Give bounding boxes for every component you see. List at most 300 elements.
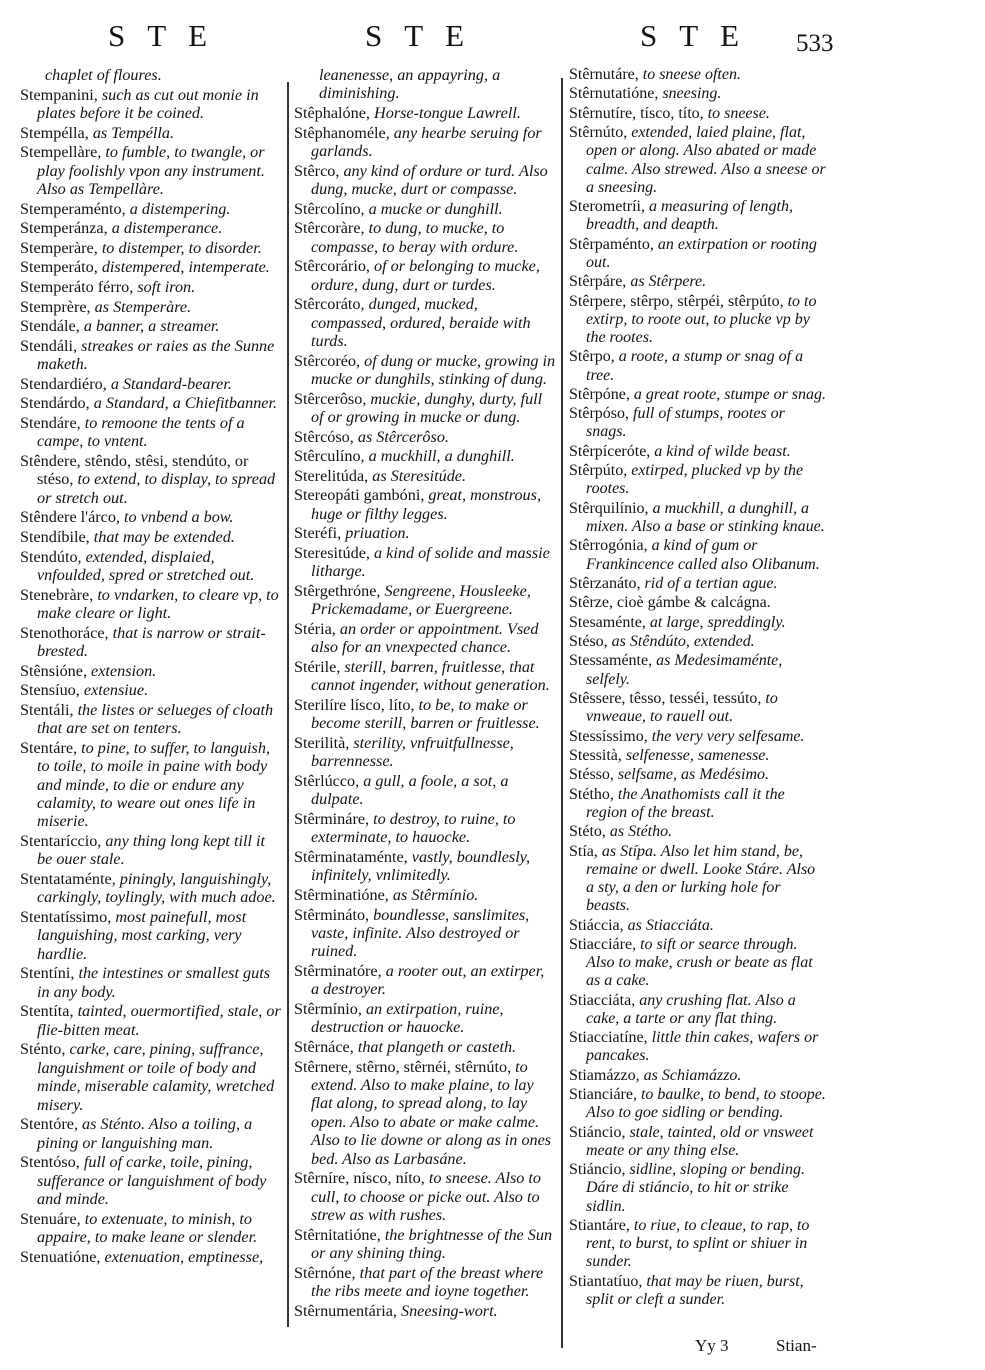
dictionary-entry xyxy=(20,586,282,623)
dictionary-entry xyxy=(20,298,282,316)
headword: Stéto, xyxy=(569,823,606,841)
dictionary-entry xyxy=(20,1248,282,1266)
headword: Stêrminatóre, xyxy=(294,961,382,980)
definition: tainted, ouermortified, stale, or flie-bitten meat. xyxy=(37,1002,281,1039)
dictionary-entry xyxy=(569,105,827,123)
headword: Stêrzanáto, xyxy=(569,574,641,592)
dictionary-entry xyxy=(569,198,827,234)
headword: Stensíuo, xyxy=(20,681,80,700)
headword: Sterilíre lísco, líto, xyxy=(294,695,415,714)
definition: that may be riuen, burst, split or cleft a sunder. xyxy=(586,1272,804,1308)
dictionary-entry xyxy=(294,200,556,218)
headword: Stêrpáre, xyxy=(569,273,627,291)
headword: Stênsióne, xyxy=(20,661,87,680)
headword: Stêrrogónia, xyxy=(569,537,648,555)
definition: the listes or selueges of cloath that are set on tenters. xyxy=(37,700,274,738)
headword: Stendáli, xyxy=(20,336,78,355)
definition: chaplet of floures. xyxy=(45,66,162,84)
headword: Stêrgethróne, xyxy=(294,581,381,600)
headword: Stêrpo, xyxy=(569,348,615,366)
definition: a rooter out, an extirper, a destroyer. xyxy=(311,961,545,999)
column-2 xyxy=(294,66,556,1321)
headword: Stiáncio, xyxy=(569,1161,626,1179)
dictionary-entry xyxy=(20,870,282,907)
dictionary-entry xyxy=(569,843,827,916)
definition: to sneese often. xyxy=(638,66,741,83)
definition: a Standard-bearer. xyxy=(106,374,232,393)
dictionary-entry xyxy=(569,1029,827,1065)
dictionary-entry xyxy=(294,428,556,446)
definition: that is narrow or strait-brested. xyxy=(37,623,266,660)
dictionary-entry xyxy=(294,582,556,619)
dictionary-entry xyxy=(569,992,827,1028)
definition: as Stêrcerôso. xyxy=(353,427,449,446)
column-1 xyxy=(20,66,282,1267)
dictionary-entry xyxy=(20,508,282,526)
definition: selfenesse, samenesse. xyxy=(621,746,770,764)
dictionary-entry xyxy=(20,414,282,451)
headword: Stêrníre, nísco, níto, xyxy=(294,1169,425,1188)
dictionary-entry xyxy=(294,124,556,161)
definition: to distemper, to disorder. xyxy=(97,238,262,257)
dictionary-entry xyxy=(569,273,827,291)
headword: Stéso, xyxy=(569,633,608,650)
headword: Stêrnitatióne, xyxy=(294,1225,381,1244)
dictionary-entry xyxy=(20,317,282,335)
definition: as Stemperàre. xyxy=(90,297,192,316)
headword: Stendáre, xyxy=(20,413,81,432)
headword: Stiáncio, xyxy=(569,1123,626,1141)
headword: Stemperaménto, xyxy=(20,199,126,218)
definition: as Stétho. xyxy=(605,823,673,841)
dictionary-entry xyxy=(294,104,556,122)
dictionary-entry xyxy=(20,701,282,738)
definition: as Schiamázzo. xyxy=(639,1066,742,1084)
headword: Stendíbile, xyxy=(20,527,90,546)
definition: dunged, mucked, compassed, ordured, beraide with turds. xyxy=(311,295,531,350)
definition: such as cut out monie in plates before it be coined. xyxy=(37,85,259,122)
definition: piningly, languishingly, carkingly, toylingly, with much adoe. xyxy=(37,869,276,907)
headword: Steréfi, xyxy=(294,524,342,543)
dictionary-entry xyxy=(294,162,556,199)
headword: Stêrminataménte, xyxy=(294,847,408,866)
definition: extirped, plucked vp by the rootes. xyxy=(586,462,804,498)
dictionary-entry xyxy=(20,239,282,257)
headword: Stendúto, xyxy=(20,547,82,566)
running-head-left: STE xyxy=(108,18,230,53)
definition: as Steresitúde. xyxy=(368,466,467,485)
definition: a kind of solide and massie litharge. xyxy=(311,543,550,581)
headword: Stenothoráce, xyxy=(20,623,109,642)
headword: Stentáre, xyxy=(20,738,78,757)
headword: Stêndere l'árco, xyxy=(20,508,120,527)
headword: Stereopáti gambóni, xyxy=(294,486,425,505)
headword: Stêrze, cioè gámbe & calcágna. xyxy=(569,594,771,612)
headword: Stêrnumentária, xyxy=(294,1301,397,1320)
headword: Sténto, xyxy=(20,1040,66,1059)
headword: Stiantatíuo, xyxy=(569,1272,643,1290)
definition: sterility, vnfruitfullnesse, barrennesse. xyxy=(311,733,514,771)
dictionary-entry xyxy=(294,734,556,771)
dictionary-entry xyxy=(569,405,827,441)
definition: sneesing. xyxy=(658,85,722,103)
definition: as Stêrmínio. xyxy=(388,885,479,904)
definition: a measuring of length, breadth, and deapth. xyxy=(586,198,793,234)
definition: to vnbend a bow. xyxy=(120,508,234,527)
dictionary-entry xyxy=(569,917,827,935)
definition: any kind of ordure or turd. Also dung, mucke, durt or compasse. xyxy=(311,161,548,198)
definition: carke, care, pining, suffrance, languishment or toile of body and minde, miserable calamity, wretched misery. xyxy=(37,1040,275,1114)
dictionary-entry xyxy=(569,462,827,498)
definition: great, monstrous, huge or filthy legges. xyxy=(311,486,541,523)
dictionary-entry xyxy=(569,823,827,841)
dictionary-entry xyxy=(569,594,827,612)
dictionary-entry xyxy=(569,633,827,651)
dictionary-entry xyxy=(294,1264,556,1301)
definition: a distemperance. xyxy=(107,219,223,238)
headword: Stêrnutatióne, xyxy=(569,85,659,103)
dictionary-entry xyxy=(569,1273,827,1309)
headword: Stesaménte, xyxy=(569,613,646,631)
definition: sidline, sloping or bending. Dáre di stiáncio, to hit or strike sidlin. xyxy=(586,1161,805,1215)
dictionary-entry xyxy=(294,810,556,847)
headword: Stésso, xyxy=(569,766,614,784)
dictionary-entry xyxy=(569,537,827,573)
definition: that part of the breast where the ribs meete and ioyne together. xyxy=(311,1263,544,1300)
headword: Stêrcolíno, xyxy=(294,199,365,218)
headword: Stempanini, xyxy=(20,85,98,104)
dictionary-entry xyxy=(569,786,827,822)
dictionary-entry xyxy=(20,219,282,237)
dictionary-entry xyxy=(20,964,282,1001)
definition: rid of a tertian ague. xyxy=(640,574,778,592)
dictionary-entry xyxy=(569,85,827,103)
definition: extended, laied plaine, flat, open or along. Also abated or made calme. Also strewed. Also a sneese or a sneesing. xyxy=(586,124,826,196)
definition: selfsame, as Medésimo. xyxy=(613,766,769,784)
headword: Stenuatióne, xyxy=(20,1247,101,1266)
headword: Stemprère, xyxy=(20,297,91,316)
dictionary-entry xyxy=(20,528,282,546)
definition: as Sténto. Also a toiling, a pining or languishing man. xyxy=(37,1115,253,1152)
definition: to extend. Also to make plaine, to lay flat along, to spread along, to lay open. Also to abate or make calme. Also to lie downe or along as in ones bed. Also as Larbasáne. xyxy=(311,1057,552,1168)
dictionary-entry xyxy=(20,375,282,393)
dictionary-entry xyxy=(294,1302,556,1320)
definition: extension. xyxy=(87,661,157,680)
headword: Stentóso, xyxy=(20,1153,80,1172)
definition: any crushing flat. Also a cake, a tarte or any flat thing. xyxy=(586,991,796,1027)
headword: Stentíta, xyxy=(20,1002,74,1021)
definition: priuation. xyxy=(341,524,410,543)
dictionary-entry xyxy=(20,86,282,123)
dictionary-entry xyxy=(569,1067,827,1085)
dictionary-entry xyxy=(569,500,827,536)
headword: Stérile, xyxy=(294,657,341,676)
definition: vastly, boundlesly, infinitely, vnlimitedly. xyxy=(311,847,531,885)
headword: Stêrcoráto, xyxy=(294,295,365,314)
dictionary-entry xyxy=(569,575,827,593)
headword: Stêrco, xyxy=(294,161,340,180)
dictionary-entry xyxy=(294,1058,556,1168)
headword: Stendardiéro, xyxy=(20,374,107,393)
dictionary-entry xyxy=(569,652,827,688)
definition: to fumble, to twangle, or play foolishly vpon any instrument. Also as Tempellàre. xyxy=(37,143,265,198)
dictionary-entry xyxy=(20,337,282,374)
dictionary-entry xyxy=(20,1210,282,1247)
dictionary-entry xyxy=(294,66,556,103)
headword: Stêrcoréo, xyxy=(294,351,361,370)
definition: extenuation, emptinesse, xyxy=(100,1247,264,1266)
headword: Stêrculíno, xyxy=(294,447,365,466)
headword: Stêrnúto, xyxy=(569,124,628,142)
headword: Steresitúde, xyxy=(294,543,370,562)
headword: Stêssere, têsso, tesséi, tessúto, xyxy=(569,689,762,707)
definition: Sengreene, Housleeke, Prickemadame, or Euergreene. xyxy=(311,581,531,619)
definition: Horse-tongue Lawrell. xyxy=(369,104,521,122)
headword: Stêphanoméle, xyxy=(294,123,390,142)
headword: Stêrpíceróte, xyxy=(569,442,651,460)
dictionary-entry xyxy=(20,1002,282,1039)
headword: Stendárdo, xyxy=(20,394,90,413)
definition: boundlesse, sanslimites, vaste, infinite. Also destroyed or ruined. xyxy=(311,905,530,961)
dictionary-entry xyxy=(294,620,556,657)
headword: Stêrpóne, xyxy=(569,385,630,403)
dictionary-entry xyxy=(20,200,282,218)
definition: to sift or searce through. Also to make, crush or beate as flat as a cake. xyxy=(586,935,813,990)
definition: a muckhill, a dunghill, a mixen. Also a base or stinking knaue. xyxy=(586,499,825,535)
dictionary-entry xyxy=(20,124,282,142)
signature-mark: Yy 3 xyxy=(695,1336,729,1355)
dictionary-entry xyxy=(294,524,556,542)
headword: Stêrnóne, xyxy=(294,1263,356,1282)
definition: as Tempélla. xyxy=(88,123,175,142)
dictionary-entry xyxy=(294,352,556,389)
dictionary-entry xyxy=(294,390,556,427)
definition: of or belonging to mucke, ordure, dung, durt or turdes. xyxy=(311,257,540,294)
definition: as Stípa. Also let him stand, be, remaine or dwell. Looke Stáre. Also a sty, a den or lurking hole for beasts. xyxy=(586,842,816,915)
headword: Stêrnutíre, tísco, títo, xyxy=(569,104,704,122)
definition: a mucke or dunghill. xyxy=(364,199,503,218)
dictionary-entry xyxy=(294,544,556,581)
headword: Stêrquilínio, xyxy=(569,499,649,517)
headword: Stiantáre, xyxy=(569,1217,630,1234)
dictionary-entry xyxy=(569,614,827,632)
definition: to extend, to display, to spread or stretch out. xyxy=(37,470,276,507)
page-number: 533 xyxy=(796,30,834,57)
definition: streakes or raies as the Sunne maketh. xyxy=(37,336,275,374)
headword: Stêrpóso, xyxy=(569,405,629,423)
definition: to remoone the tents of a campe, to vntent. xyxy=(37,413,245,451)
column-rule-right xyxy=(561,78,563,1348)
definition: a Standard, a Chiefitbanner. xyxy=(89,394,278,413)
definition: to pine, to suffer, to languish, to toile, to moile in paine with body and minde, to die or endure any calamity, to weare out ones life in miserie. xyxy=(37,738,270,831)
definition: a gull, a foole, a sot, a dulpate. xyxy=(311,771,509,809)
definition: soft iron. xyxy=(133,277,196,296)
headword: Stentataménte, xyxy=(20,869,116,888)
headword: Stéria, xyxy=(294,619,336,638)
dictionary-entry xyxy=(294,295,556,350)
definition: full of carke, toile, pining, sufferance or languishment of body and minde. xyxy=(37,1153,267,1208)
dictionary-entry xyxy=(569,124,827,197)
definition: the very very selfesame. xyxy=(647,727,805,745)
headword: Stentaríccio, xyxy=(20,831,102,850)
dictionary-entry xyxy=(569,728,827,746)
definition: as Medesimaménte, selfely. xyxy=(586,652,783,688)
dictionary-entry xyxy=(294,257,556,294)
dictionary-entry xyxy=(294,696,556,733)
definition: leanenesse, an appayring, a diminishing. xyxy=(319,66,501,103)
column-rule-left xyxy=(287,82,289,1327)
headword: Stiáccia, xyxy=(569,916,624,934)
definition: distempered, intemperate. xyxy=(97,258,270,277)
dictionary-entry xyxy=(294,486,556,523)
headword: Stessità, xyxy=(569,746,622,764)
dictionary-entry xyxy=(569,236,827,272)
dictionary-entry xyxy=(569,1124,827,1160)
headword: Stessaménte, xyxy=(569,652,653,670)
definition: Sneesing-wort. xyxy=(396,1301,498,1320)
dictionary-entry xyxy=(20,278,282,296)
definition: little thin cakes, wafers or pancakes. xyxy=(586,1029,819,1065)
definition: the Anathomists call it the region of the breast. xyxy=(586,785,785,821)
dictionary-entry xyxy=(294,219,556,256)
dictionary-entry xyxy=(20,1040,282,1114)
definition: at large, spreddingly. xyxy=(645,613,786,631)
definition: sterill, barren, fruitlesse, that cannot ingender, without generation. xyxy=(311,657,550,695)
headword: Stía, xyxy=(569,842,598,860)
dictionary-entry xyxy=(294,447,556,465)
dictionary-entry xyxy=(294,1169,556,1224)
definition: muckie, dunghy, durty, full of or growing in mucke or dung. xyxy=(311,389,543,426)
definition: to sneese. Also to cull, to choose or picke out. Also to strew as with rushes. xyxy=(311,1169,541,1224)
definition: an extirpation or rooting out. xyxy=(586,235,817,271)
headword: Stétho, xyxy=(569,785,614,803)
definition: the intestines or smallest guts in any body. xyxy=(37,964,271,1001)
dictionary-entry xyxy=(569,1217,827,1272)
dictionary-entry xyxy=(20,832,282,869)
headword: Stenuáre, xyxy=(20,1209,81,1228)
definition: of dung or mucke, growing in mucke or dunghils, stinking of dung. xyxy=(311,351,556,388)
dictionary-entry xyxy=(569,1086,827,1122)
headword: Stemperáto, xyxy=(20,258,98,277)
dictionary-entry xyxy=(20,452,282,507)
headword: Stempellàre, xyxy=(20,143,102,162)
dictionary-entry xyxy=(294,772,556,809)
dictionary-entry xyxy=(569,766,827,784)
headword: Stentíni, xyxy=(20,964,75,983)
definition: that plangeth or casteth. xyxy=(353,1037,517,1056)
headword: Stempélla, xyxy=(20,123,89,142)
dictionary-entry xyxy=(20,624,282,661)
dictionary-entry xyxy=(569,443,827,461)
headword: Stemperánza, xyxy=(20,219,108,238)
headword: Stêrcerôso, xyxy=(294,389,367,408)
headword: Stêrnutáre, xyxy=(569,66,639,83)
headword: Stêrcoràre, xyxy=(294,219,365,238)
headword: Stiamázzo, xyxy=(569,1066,640,1084)
definition: the brightnesse of the Sun or any shining thing. xyxy=(311,1225,553,1262)
definition: to sneese. xyxy=(703,104,770,122)
definition: any thing long kept till it be ouer stale. xyxy=(37,831,266,869)
headword: Stêrpaménto, xyxy=(569,235,654,253)
dictionary-entry xyxy=(20,1115,282,1152)
dictionary-entry xyxy=(294,1226,556,1263)
dictionary-entry xyxy=(20,258,282,276)
headword: Stêrlúcco, xyxy=(294,771,360,790)
definition: to vndarken, to cleare vp, to make cleare or light. xyxy=(37,585,279,622)
dictionary-entry xyxy=(20,1153,282,1208)
headword: Stiacciáre, xyxy=(569,935,637,953)
dictionary-entry xyxy=(569,386,827,404)
dictionary-entry xyxy=(294,962,556,999)
headword: Stêrpúto, xyxy=(569,462,628,480)
definition: extended, displaied, vnfoulded, spred or stretched out. xyxy=(37,547,255,584)
dictionary-entry xyxy=(20,662,282,680)
definition: a kind of gum or Frankincence called also Olibanum. xyxy=(586,537,820,573)
definition: any hearbe seruing for garlands. xyxy=(311,123,542,160)
definition: to vnweaue, to rauell out. xyxy=(586,689,778,726)
definition: a banner, a streamer. xyxy=(79,317,220,336)
dictionary-entry xyxy=(294,658,556,695)
headword: Stentáli, xyxy=(20,700,74,719)
dictionary-entry xyxy=(294,1038,556,1056)
definition: to baulke, to bend, to stoope. Also to goe sidling or bending. xyxy=(586,1086,826,1122)
definition: as Stêndúto, extended. xyxy=(607,633,755,650)
dictionary-entry xyxy=(569,936,827,991)
headword: Stiacciatíne, xyxy=(569,1029,648,1047)
headword: Stêrcorário, xyxy=(294,257,370,276)
definition: to riue, to cleaue, to rap, to rent, to burst, to splint or shiuer in sunder. xyxy=(586,1217,810,1271)
headword: Stenebràre, xyxy=(20,585,94,604)
headword: Stêrnáce, xyxy=(294,1037,354,1056)
dictionary-entry xyxy=(20,548,282,585)
dictionary-entry xyxy=(20,143,282,198)
headword: Stendále, xyxy=(20,317,80,336)
definition: a distempering. xyxy=(125,199,231,218)
definition: a great roote, stumpe or snag. xyxy=(629,385,827,403)
headword: Stemperàre, xyxy=(20,238,98,257)
definition: to to extirp, to roote out, to plucke vp by the rootes. xyxy=(586,292,817,346)
headword: Stêrpere, stêrpo, stêrpéi, stêrpúto, xyxy=(569,292,784,310)
headword: Stêrmínio, xyxy=(294,999,362,1018)
headword: Stêphalóne, xyxy=(294,104,370,122)
definition: a roote, a stump or snag of a tree. xyxy=(586,348,804,384)
dictionary-entry xyxy=(569,690,827,726)
headword: Stessíssimo, xyxy=(569,727,648,745)
dictionary-entry xyxy=(294,467,556,485)
running-head-center: STE xyxy=(365,18,487,53)
definition: to be, to make or become sterill, barren or fruitlesse. xyxy=(311,695,540,733)
dictionary-entry xyxy=(569,66,827,84)
dictionary-entry xyxy=(294,1000,556,1037)
headword: Stêrcóso, xyxy=(294,427,354,446)
dictionary-entry xyxy=(20,739,282,831)
dictionary-entry xyxy=(569,747,827,765)
dictionary-entry xyxy=(294,886,556,904)
definition: that may be extended. xyxy=(89,527,235,546)
dictionary-entry xyxy=(20,394,282,412)
catchword: Stian- xyxy=(776,1336,817,1355)
headword: Stiacciáta, xyxy=(569,991,636,1009)
headword: Stêrminatióne, xyxy=(294,885,389,904)
definition: to extenuate, to minish, to appaire, to make leane or slender. xyxy=(37,1209,258,1246)
headword: Sterelitúda, xyxy=(294,466,369,485)
dictionary-entry xyxy=(20,681,282,699)
dictionary-entry xyxy=(569,1161,827,1216)
definition: a kind of wilde beast. xyxy=(650,442,791,460)
definition: as Stiacciáta. xyxy=(623,916,714,934)
headword: Stentatíssimo, xyxy=(20,907,112,926)
definition: an order or appointment. Vsed also for an vnexpected chance. xyxy=(311,619,539,657)
